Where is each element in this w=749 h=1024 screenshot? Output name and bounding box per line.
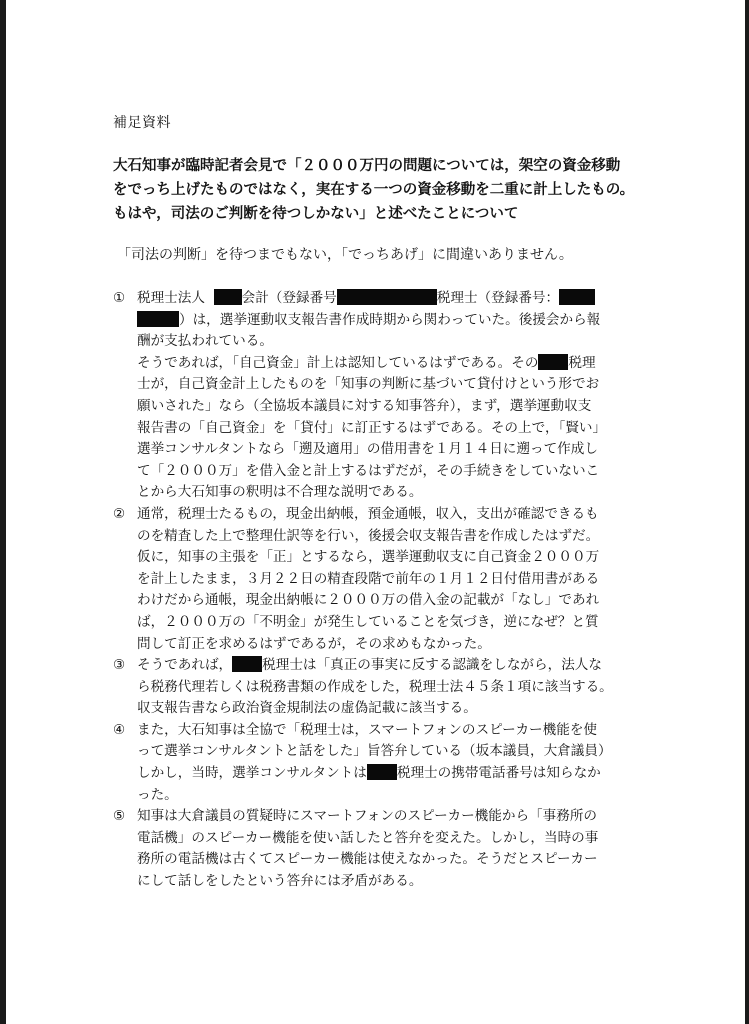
- item-line: 通常，税理士たるもの，現金出納帳，預金通帳，収入，支出が確認できるも: [137, 505, 599, 522]
- item-line: のを精査した上で整理仕訳等を行い，後援会収支報告書を作成したはずだ。: [137, 527, 600, 544]
- item-number: ①: [113, 290, 126, 306]
- redaction-block: [559, 289, 595, 305]
- list-item: [113, 806, 643, 892]
- item-line: 知事は大倉議員の質疑時にスマートフォンのスピーカー機能から「事務所の: [137, 808, 598, 825]
- scan-right-edge: [745, 0, 749, 1024]
- list-item: [113, 655, 643, 720]
- redaction-block: [367, 764, 397, 780]
- item-number: ③: [113, 657, 126, 674]
- redaction-block: [232, 656, 262, 672]
- document-heading: [113, 154, 643, 226]
- item-line: ）は，選挙運動収支報告書作成時期から関わっていた。後援会から報: [137, 310, 643, 332]
- item-line: 願いされた」なら（全協坂本議員に対する知事答弁），まず，選挙運動収支: [137, 397, 592, 414]
- item-line: 電話機」のスピーカー機能を使い話したと答弁を変えた。しかし，当時の事: [137, 829, 599, 846]
- item-line: 収支報告書なら政治資金規制法の虚偽記載に該当する。: [137, 700, 477, 717]
- item-line: また，大石知事は全協で「税理士は，スマートフォンのスピーカー機能を使: [137, 721, 598, 738]
- item-line: 報告書の「自己資金」を「貸付」に訂正するはずである。その上で，「賢い」: [137, 419, 607, 436]
- scan-left-edge: [0, 0, 6, 1024]
- item-number: ④: [113, 721, 126, 738]
- item-line: 務所の電話機は古くてスピーカー機能は使えなかった。そうだとスピーカー: [137, 851, 598, 868]
- redaction-block: [337, 289, 437, 305]
- item-line: そうであれば， 税理士は「真正の事実に反する認識をしながら，法人な: [137, 657, 602, 674]
- item-line: 酬が支払われている。: [137, 333, 273, 350]
- heading-line: をでっち上げたものではなく，実在する一つの資金移動を二重に計上したもの。: [113, 181, 635, 198]
- item-line: って選挙コンサルタントと話をした」旨答弁している（坂本議員，大倉議員）: [137, 743, 612, 760]
- item-line: 選挙コンサルタントなら「遡及適用」の借用書を１月１４日に遡って作成し: [137, 441, 598, 458]
- item-number: ②: [113, 505, 126, 522]
- item-line: しかし，当時，選挙コンサルタントは 税理士の携帯電話番号は知らなか: [137, 765, 601, 782]
- item-line: を計上したまま，３月２２日の精査段階で前年の１月１２日付借用書がある: [137, 570, 600, 587]
- list-item: [113, 288, 643, 504]
- heading-line: 大石知事が臨時記者会見で「２０００万円の問題については，架空の資金移動: [113, 157, 621, 174]
- item-line: ば，２０００万の「不明金」が発生していることを気づき，逆になぜ？と質: [137, 613, 599, 630]
- redaction-block: [214, 289, 242, 305]
- item-line: とから大石知事の釈明は不合理な説明である。: [137, 484, 423, 501]
- item-line: 仮に，知事の主張を「正」とするなら，選挙運動収支に自己資金２０００万: [137, 549, 600, 566]
- redaction-block: [137, 311, 179, 327]
- list-item: [113, 720, 643, 806]
- redaction-block: [538, 354, 568, 370]
- item-line: にして話しをしたという答弁には矛盾がある。: [137, 873, 423, 890]
- item-line: ら税務代理若しくは税務書類の作成をした，税理士法４５条１項に該当する。: [137, 678, 613, 695]
- document-label: 補足資料: [113, 115, 171, 131]
- heading-line: もはや，司法のご判断を待つしかない」と述べたことについて: [113, 205, 519, 222]
- list-item: [113, 504, 643, 655]
- item-line: わけだから通帳，現金出納帳に２０００万の借入金の記載が「なし」であれ: [137, 592, 600, 609]
- item-line: そうであれば，「自己資金」計上は認知しているはずである。その 税理: [137, 354, 596, 371]
- item-number: ⑤: [113, 808, 126, 825]
- numbered-list: [113, 288, 643, 893]
- item-line: 問して訂正を求めるはずであるが，その求めもなかった。: [137, 635, 491, 652]
- item-line: った。: [137, 786, 178, 803]
- intro-statement: 「司法の判断」を待つまでもない，「でっちあげ」に間違いありません。: [117, 247, 573, 263]
- item-line: 士が，自己資金計上したものを「知事の判断に基づいて貸付けという形でお: [137, 376, 600, 393]
- item-line: 税理士法人 会計（登録番号 税理士（登録番号：: [137, 288, 643, 310]
- item-line: て「２０００万」を借入金と計上するはずだが，その手続きをしていないこ: [137, 462, 600, 479]
